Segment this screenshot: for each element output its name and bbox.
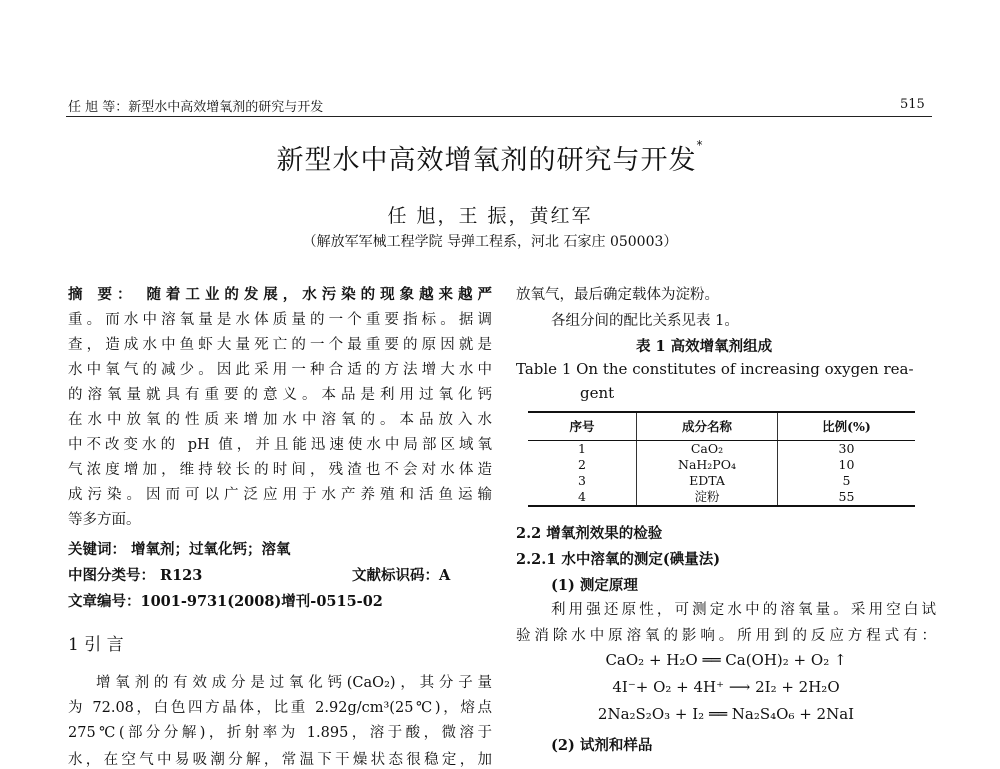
intro-line: 为 72.08，白色四方晶体，比重 2.92g/cm³(25℃)，熔点 <box>68 700 492 716</box>
cell: 10 <box>838 457 855 472</box>
composition-table <box>528 411 915 507</box>
cell: 30 <box>838 441 855 456</box>
cell: CaO₂ <box>637 441 778 458</box>
document-code: 文献标识码：A <box>352 567 451 584</box>
intro-line: 275℃(部分分解)，折射率为 1.895，溶于酸，微溶于 <box>68 725 492 741</box>
intro-line: 增氧剂的有效成分是过氧化钙(CaO₂)，其分子量 <box>96 675 492 691</box>
table-row <box>528 489 915 506</box>
paper-title <box>0 138 980 177</box>
subheading-reagents: (2) 试剂和样品 <box>551 737 653 754</box>
header-rule <box>66 116 932 117</box>
article-number: 文章编号：1001-9731(2008)增刊-0515-02 <box>68 593 383 610</box>
abstract-line: 查，造成水中鱼虾大量死亡的一个最重要的原因就是 <box>68 337 492 353</box>
cell: NaH₂PO₄ <box>637 457 778 473</box>
section-heading-2-2-1: 2.2.1 水中溶氧的测定(碘量法) <box>516 551 721 568</box>
table-row <box>528 457 915 473</box>
body-line: 各组分间的配比关系见表 1。 <box>551 313 739 329</box>
body-line: 放氧气，最后确定载体为淀粉。 <box>516 287 719 303</box>
title-footnote-mark: * <box>696 138 704 152</box>
equation: 4I⁻+ O₂ + 4H⁺ ⟶ 2I₂ + 2H₂O <box>612 678 840 696</box>
intro-line: 水，在空气中易吸潮分解，常温下干燥状态很稳定，加 <box>68 752 492 768</box>
section-heading-2-2: 2.2 增氧剂效果的检验 <box>516 525 663 542</box>
abstract-line: 重。而水中溶氧量是水体质量的一个重要指标。据调 <box>68 312 492 328</box>
keywords: 关键词： 增氧剂；过氧化钙；溶氧 <box>68 541 291 558</box>
table-caption-cn: 表 1 高效增氧剂组成 <box>636 338 773 355</box>
abstract-line: 中不改变水的 pH 值，并且能迅速使水中局部区域氧 <box>68 437 492 453</box>
table-header-row <box>528 412 915 441</box>
page-number: 515 <box>900 97 925 112</box>
running-header: 任 旭 等：新型水中高效增氧剂的研究与开发 <box>68 100 324 115</box>
abstract-line: 成污染。因而可以广泛应用于水产养殖和活鱼运输 <box>68 487 492 503</box>
table-row <box>528 473 915 489</box>
abstract-line: 等多方面。 <box>68 512 141 528</box>
col-header-component: 成分名称 <box>637 412 778 441</box>
cell: 55 <box>838 489 855 504</box>
cell: 4 <box>528 489 637 506</box>
abstract-line: 水中氧气的减少。因此采用一种合适的方法增大水中 <box>68 362 492 378</box>
col-header-number: 序号 <box>528 412 637 441</box>
cell: 2 <box>528 457 637 473</box>
abstract-line: 气浓度增加，维持较长的时间，残渣也不会对水体造 <box>68 462 492 478</box>
section-heading-introduction: 1 引 言 <box>68 635 124 655</box>
classification-number: 中图分类号： R123 <box>68 567 203 584</box>
cell: 3 <box>528 473 637 489</box>
abstract-line: 摘 要： 随着工业的发展，水污染的现象越来越严 <box>68 286 492 303</box>
body-line: 利用强还原性，可测定水中的溶氧量。采用空白试 <box>551 602 936 618</box>
table-caption-en-cont: gent <box>580 384 615 402</box>
authors: 任 旭，王 振，黄红军 <box>387 205 593 227</box>
body-line: 验消除水中原溶氧的影响。所用到的反应方程式有： <box>516 628 936 644</box>
cell: EDTA <box>637 473 778 489</box>
title-text: 新型水中高效增氧剂的研究与开发 <box>276 145 697 176</box>
table-row <box>528 441 915 458</box>
col-header-ratio: 比例(%) <box>778 412 916 441</box>
equation: 2Na₂S₂O₃ + I₂ ══ Na₂S₄O₆ + 2NaI <box>597 705 855 723</box>
subheading-principle: (1) 测定原理 <box>551 577 638 594</box>
cell: 5 <box>842 473 851 488</box>
affiliation: （解放军军械工程学院 导弹工程系，河北 石家庄 050003） <box>302 234 678 250</box>
table-caption-en: Table 1 On the constitutes of increasing oxygen rea- <box>516 360 914 378</box>
cell: 淀粉 <box>637 489 778 506</box>
cell: 1 <box>528 441 637 458</box>
abstract-line: 在水中放氧的性质来增加水中溶氧的。本品放入水 <box>68 412 492 428</box>
abstract-line: 的溶氧量就具有重要的意义。本品是利用过氧化钙 <box>68 387 492 403</box>
equation: CaO₂ + H₂O ══ Ca(OH)₂ + O₂ ↑ <box>605 651 847 669</box>
